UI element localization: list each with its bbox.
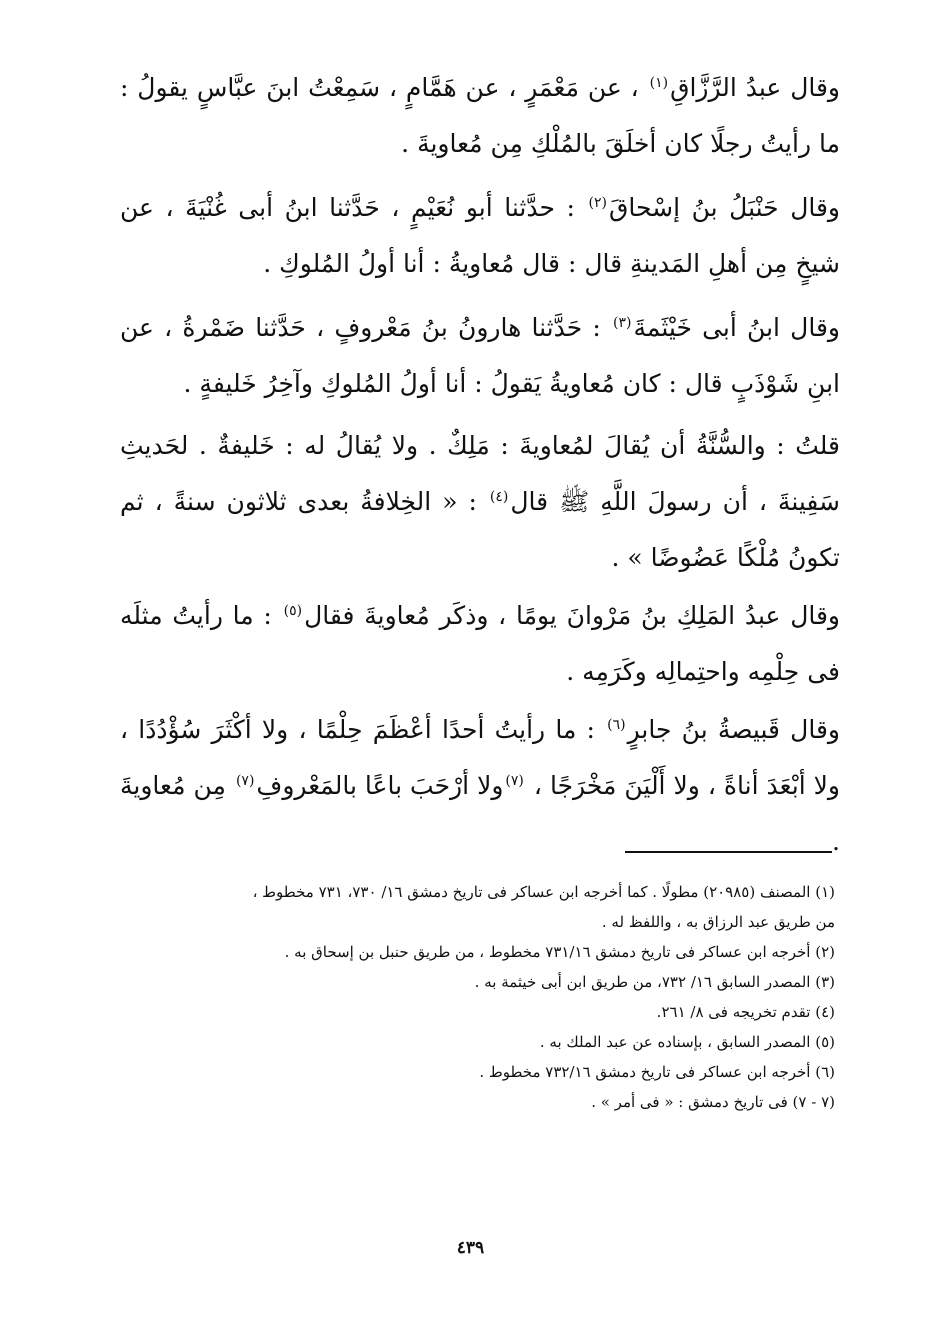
footnote: [120, 937, 835, 967]
footnotes: [120, 877, 835, 1117]
paragraph-text: مِن مُعاويةَ .: [120, 771, 840, 856]
footnote-ref: (٥): [283, 602, 303, 619]
paragraph-text: : حَدَّثنا هارونُ بنُ مَعْروفٍ ، حَدَّثنا ضَمْرةُ ، عن ابنِ شَوْذَبٍ قال : كان مُعاويةُ يَقولُ : أنا أولُ المُلوكِ وآخِرُ خَليفةٍ .: [120, 313, 840, 398]
paragraph: [120, 418, 840, 586]
footnote: [120, 877, 835, 937]
paragraph: [120, 180, 840, 292]
footnote-text: (٣) المصدر السابق ١٦/ ٧٣٢، من طريق ابن أبى خيثمة به .: [474, 973, 835, 991]
paragraph: [120, 60, 840, 172]
footnote: [120, 997, 835, 1027]
paragraph: [120, 588, 840, 700]
paragraph-text: وقال عبدُ المَلِكِ بنُ مَرْوانَ يومًا ، وذكَر مُعاويةَ فقال: [304, 601, 840, 630]
footnote-ref: (٧): [235, 772, 255, 789]
footnote: [120, 1087, 835, 1117]
paragraph: [120, 300, 840, 412]
footnote-text: (٤) تقدم تخريجه فى ٨/ ٢٦١.: [656, 1003, 835, 1021]
paragraph-text: : ما رأيتُ أحدًا أعْظَمَ حِلْمًا ، ولا أكْثَرَ سُؤْدُدًا ، ولا أبْعَدَ أناةً ، ولا أَلْيَنَ مَخْرَجًا ،: [120, 715, 840, 800]
paragraph-text: قلتُ : والسُّنَّةُ أن يُقالَ لمُعاويةَ : مَلِكٌ . ولا يُقالُ له : خَليفةٌ . لحَديثِ سَفِينةَ ، أن رسولَ اللَّهِ ﷺ قال: [120, 431, 841, 516]
footnote-text: (٦) أخرجه ابن عساكر فى تاريخ دمشق ٧٣٢/١٦ مخطوط .: [479, 1063, 835, 1081]
footnote-text: (٥) المصدر السابق ، بإسناده عن عبد الملك به .: [539, 1033, 835, 1051]
footnote: [120, 967, 835, 997]
footnote-text: (٢) أخرجه ابن عساكر فى تاريخ دمشق ٧٣١/١٦ مخطوط ، من طريق حنبل بن إسحاق به .: [284, 943, 835, 961]
paragraph-text: ، عن مَعْمَرٍ ، عن هَمَّامٍ ، سَمِعْتُ ابنَ عبَّاسٍ يقولُ : ما رأيتُ رجلًا كان أخلَقَ بالمُلْكِ مِن مُعاويةَ .: [120, 73, 840, 158]
footnote-ref: (١): [649, 74, 669, 91]
page-number: ٤٣٩: [456, 1238, 485, 1258]
footnote-ref: (٧): [505, 772, 524, 789]
paragraph-text: : ما رأيتُ مثلَه فى حِلْمِه واحتِمالِه وكَرَمِه .: [120, 601, 840, 686]
footnote-divider: [625, 851, 832, 853]
footnote-text-continued: من طريق عبد الرزاق به ، واللفظ له .: [601, 913, 835, 931]
paragraph-text: : « الخِلافةُ بعدى ثلاثون سنةً ، ثم تكونُ مُلْكًا عَضُوضًا » .: [120, 487, 840, 572]
footnote-ref: (٣): [613, 314, 632, 331]
paragraph-text: وقال عبدُ الرَّزَّاقِ: [670, 73, 840, 102]
footnote: [120, 1057, 835, 1087]
footnote-ref: (٦): [607, 716, 626, 733]
paragraph-text: وقال حَنْبَلُ بنُ إسْحاقَ: [608, 193, 841, 222]
footnote: [120, 1027, 835, 1057]
footnote-text: (٧ - ٧) فى تاريخ دمشق : « فى أمر » .: [591, 1093, 835, 1111]
paragraph-text: وقال ابنُ أبى خَيْثَمةَ: [633, 313, 840, 342]
paragraph-text: : حدَّثنا أبو نُعَيْمٍ ، حَدَّثنا ابنُ أبى غُنْيَةَ ، عن شيخٍ مِن أهلِ المَدينةِ قال : قال مُعاويةُ : أنا أولُ المُلوكِ .: [120, 193, 840, 278]
paragraph-text: وقال قَبيصةُ بنُ جابرٍ: [627, 715, 840, 744]
footnote-text: (١) المصنف (٢٠٩٨٥) مطولًا . كما أخرجه ابن عساكر فى تاريخ دمشق ١٦/ ٧٣٠، ٧٣١ مخطوط ،: [252, 883, 835, 901]
paragraph: [120, 702, 840, 870]
footnote-ref: (٤): [489, 488, 509, 505]
paragraph-text: ولا أرْحَبَ باعًا بالمَعْروفِ: [256, 771, 504, 800]
footnote-ref: (٢): [588, 194, 607, 211]
